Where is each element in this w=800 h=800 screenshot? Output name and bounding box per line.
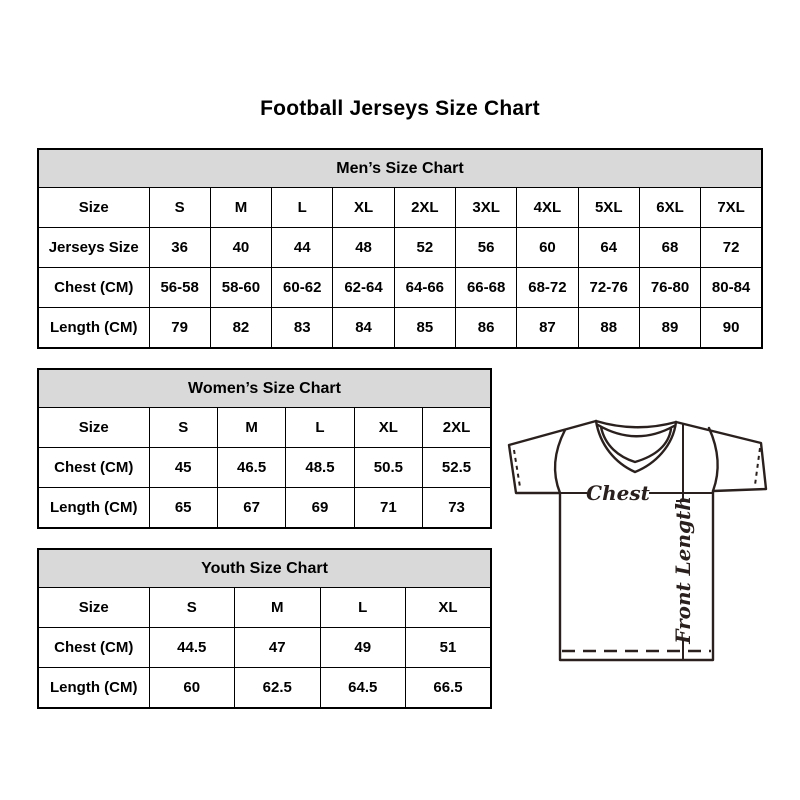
page-title: Football Jerseys Size Chart xyxy=(260,97,540,120)
value-cell: 5XL xyxy=(578,188,639,228)
value-cell: 4XL xyxy=(517,188,578,228)
value-cell: 2XL xyxy=(423,408,491,448)
row-label: Size xyxy=(38,188,149,228)
value-cell: S xyxy=(149,588,235,628)
row-label: Size xyxy=(38,408,149,448)
value-cell: 89 xyxy=(639,308,700,349)
row-label: Chest (CM) xyxy=(38,628,149,668)
value-cell: 60-62 xyxy=(272,268,333,308)
jersey-right-armhole-seam xyxy=(709,428,718,491)
value-cell: 62-64 xyxy=(333,268,394,308)
value-cell: 68 xyxy=(639,228,700,268)
chest-label: Chest xyxy=(586,481,650,505)
table-header-row xyxy=(38,149,762,188)
jersey-measurement-diagram xyxy=(503,413,773,667)
value-cell: 67 xyxy=(217,488,285,529)
row-label: Length (CM) xyxy=(38,488,149,529)
value-cell: 47 xyxy=(235,628,321,668)
table-row xyxy=(38,628,491,668)
jersey-left-sleeve xyxy=(509,421,596,493)
table-row xyxy=(38,228,762,268)
row-label: Jerseys Size xyxy=(38,228,149,268)
table-row xyxy=(38,668,491,709)
value-cell: M xyxy=(235,588,321,628)
table-row xyxy=(38,308,762,349)
youth-size-chart-table xyxy=(37,548,492,709)
jersey-right-sleeve xyxy=(676,422,766,491)
value-cell: L xyxy=(286,408,354,448)
value-cell: 7XL xyxy=(701,188,762,228)
value-cell: 71 xyxy=(354,488,422,529)
jersey-right-cuff-stitch xyxy=(755,448,760,485)
value-cell: 79 xyxy=(149,308,210,349)
value-cell: 6XL xyxy=(639,188,700,228)
table-header-row xyxy=(38,369,491,408)
value-cell: 68-72 xyxy=(517,268,578,308)
table-header-row xyxy=(38,549,491,588)
value-cell: 72 xyxy=(701,228,762,268)
value-cell: 48.5 xyxy=(286,448,354,488)
table-title: Men’s Size Chart xyxy=(38,149,762,188)
table-row xyxy=(38,188,762,228)
row-label: Length (CM) xyxy=(38,308,149,349)
row-label: Length (CM) xyxy=(38,668,149,709)
row-label: Chest (CM) xyxy=(38,448,149,488)
value-cell: 2XL xyxy=(394,188,455,228)
value-cell: 66-68 xyxy=(455,268,516,308)
jersey-left-armhole-seam xyxy=(555,430,565,493)
mens-size-chart-table xyxy=(37,148,763,349)
value-cell: 64.5 xyxy=(320,668,406,709)
value-cell: S xyxy=(149,408,217,448)
value-cell: 46.5 xyxy=(217,448,285,488)
value-cell: XL xyxy=(333,188,394,228)
value-cell: 87 xyxy=(517,308,578,349)
value-cell: 48 xyxy=(333,228,394,268)
value-cell: L xyxy=(272,188,333,228)
value-cell: 66.5 xyxy=(406,668,492,709)
value-cell: 44 xyxy=(272,228,333,268)
value-cell: 45 xyxy=(149,448,217,488)
value-cell: 52 xyxy=(394,228,455,268)
table-row xyxy=(38,588,491,628)
value-cell: 72-76 xyxy=(578,268,639,308)
table-row xyxy=(38,448,491,488)
value-cell: 65 xyxy=(149,488,217,529)
value-cell: L xyxy=(320,588,406,628)
front-length-label: Front Length xyxy=(671,496,695,644)
value-cell: 51 xyxy=(406,628,492,668)
value-cell: 44.5 xyxy=(149,628,235,668)
value-cell: M xyxy=(210,188,271,228)
womens-size-chart-table xyxy=(37,368,492,529)
value-cell: 52.5 xyxy=(423,448,491,488)
value-cell: 85 xyxy=(394,308,455,349)
value-cell: 80-84 xyxy=(701,268,762,308)
row-label: Chest (CM) xyxy=(38,268,149,308)
value-cell: 40 xyxy=(210,228,271,268)
value-cell: 69 xyxy=(286,488,354,529)
value-cell: 82 xyxy=(210,308,271,349)
value-cell: 56 xyxy=(455,228,516,268)
value-cell: 86 xyxy=(455,308,516,349)
value-cell: 49 xyxy=(320,628,406,668)
value-cell: 56-58 xyxy=(149,268,210,308)
value-cell: XL xyxy=(354,408,422,448)
table-row xyxy=(38,488,491,529)
value-cell: 62.5 xyxy=(235,668,321,709)
value-cell: 36 xyxy=(149,228,210,268)
value-cell: S xyxy=(149,188,210,228)
value-cell: 84 xyxy=(333,308,394,349)
value-cell: XL xyxy=(406,588,492,628)
value-cell: 73 xyxy=(423,488,491,529)
row-label: Size xyxy=(38,588,149,628)
value-cell: 76-80 xyxy=(639,268,700,308)
table-row xyxy=(38,268,762,308)
value-cell: 64-66 xyxy=(394,268,455,308)
value-cell: 50.5 xyxy=(354,448,422,488)
value-cell: 90 xyxy=(701,308,762,349)
value-cell: 83 xyxy=(272,308,333,349)
jersey-collar-back-curve xyxy=(596,421,676,427)
value-cell: 88 xyxy=(578,308,639,349)
value-cell: 60 xyxy=(517,228,578,268)
value-cell: 64 xyxy=(578,228,639,268)
value-cell: 3XL xyxy=(455,188,516,228)
table-row xyxy=(38,408,491,448)
value-cell: 58-60 xyxy=(210,268,271,308)
table-title: Youth Size Chart xyxy=(38,549,491,588)
table-title: Women’s Size Chart xyxy=(38,369,491,408)
value-cell: M xyxy=(217,408,285,448)
value-cell: 60 xyxy=(149,668,235,709)
